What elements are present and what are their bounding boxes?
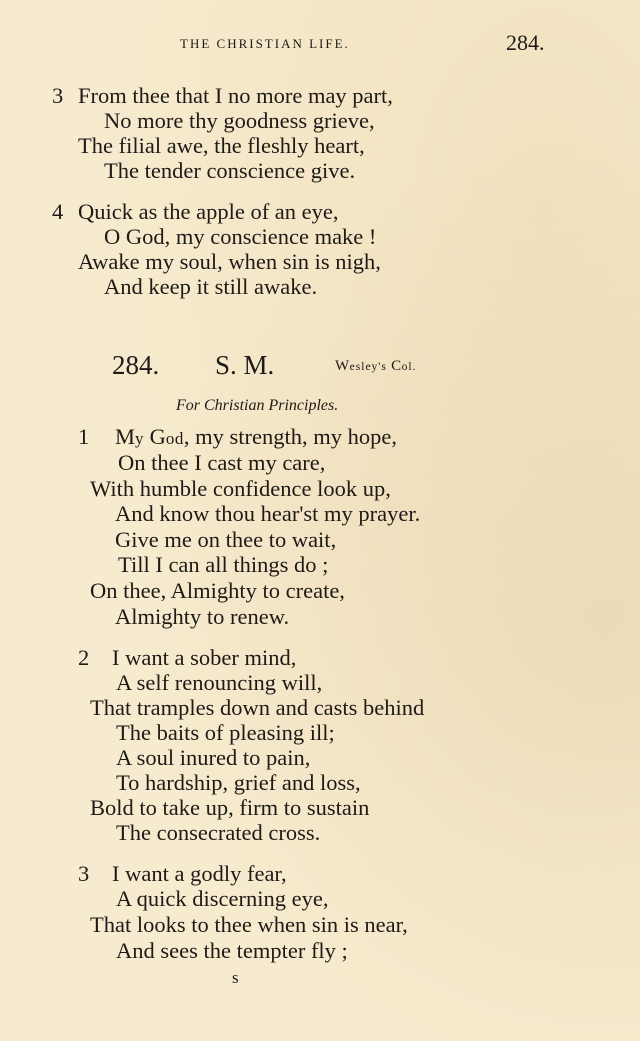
verse-line: The filial awe, the fleshly heart, [78,133,365,158]
verse-line: Bold to take up, firm to sustain [90,795,370,820]
verse-number: 3 [78,861,90,886]
initial-g: G [149,424,166,449]
hymn-meter: S. M. [215,350,275,380]
verse-line-first [115,424,397,451]
small-caps-y: y [135,429,145,448]
running-head: THE CHRISTIAN LIFE. [180,36,350,51]
verse-line: I want a sober mind, [112,645,297,670]
verse-line: Quick as the apple of an eye, [78,199,339,224]
verse-line: Awake my soul, when sin is nigh, [78,249,381,274]
verse-line: Give me on thee to wait, [115,527,337,552]
page-number: 284. [506,30,545,55]
verse-line: Till I can all things do ; [118,552,329,577]
verse-number: 1 [78,424,90,449]
verse-line: A self renouncing will, [116,670,323,695]
hymn-occasion: For Christian Principles. [176,397,339,414]
verse-line: A soul inured to pain, [116,745,311,770]
verse-number: 4 [52,199,64,224]
first-line-rest: , my strength, my hope, [183,424,397,449]
verse-line: A quick discerning eye, [116,886,329,911]
verse-line: Almighty to renew. [115,604,290,629]
verse-line: And keep it still awake. [104,274,318,299]
verse-line: To hardship, grief and loss, [116,770,361,795]
verse-line: That looks to thee when sin is near, [90,912,408,937]
hymn-number: 284. [112,350,160,380]
verse-line: And sees the tempter fly ; [116,938,348,963]
verse-line: I want a godly fear, [112,861,287,886]
source-rest-2: ol. [401,361,417,373]
verse-line: The consecrated cross. [116,820,321,845]
signature-mark: s [232,968,239,987]
hymn-source [335,358,416,375]
verse-line: With humble confidence look up, [90,476,391,501]
verse-line: And know thou hear'st my prayer. [115,501,421,526]
source-rest: esley's [349,361,387,373]
source-initial-2: C [391,358,402,374]
source-initial: W [335,358,350,374]
verse-line: On thee I cast my care, [118,450,326,475]
initial-m: M [115,424,136,449]
verse-line: From thee that I no more may part, [78,83,393,108]
verse-number: 2 [78,645,90,670]
verse-line: O God, my conscience make ! [104,224,377,249]
verse-line: No more thy goodness grieve, [104,108,375,133]
verse-line: The baits of pleasing ill; [116,720,335,745]
small-caps-od: od [165,429,184,448]
verse-line: On thee, Almighty to create, [90,578,345,603]
verse-line: That tramples down and casts behind [90,695,425,720]
verse-number: 3 [52,83,64,108]
verse-line: The tender conscience give. [104,158,356,183]
